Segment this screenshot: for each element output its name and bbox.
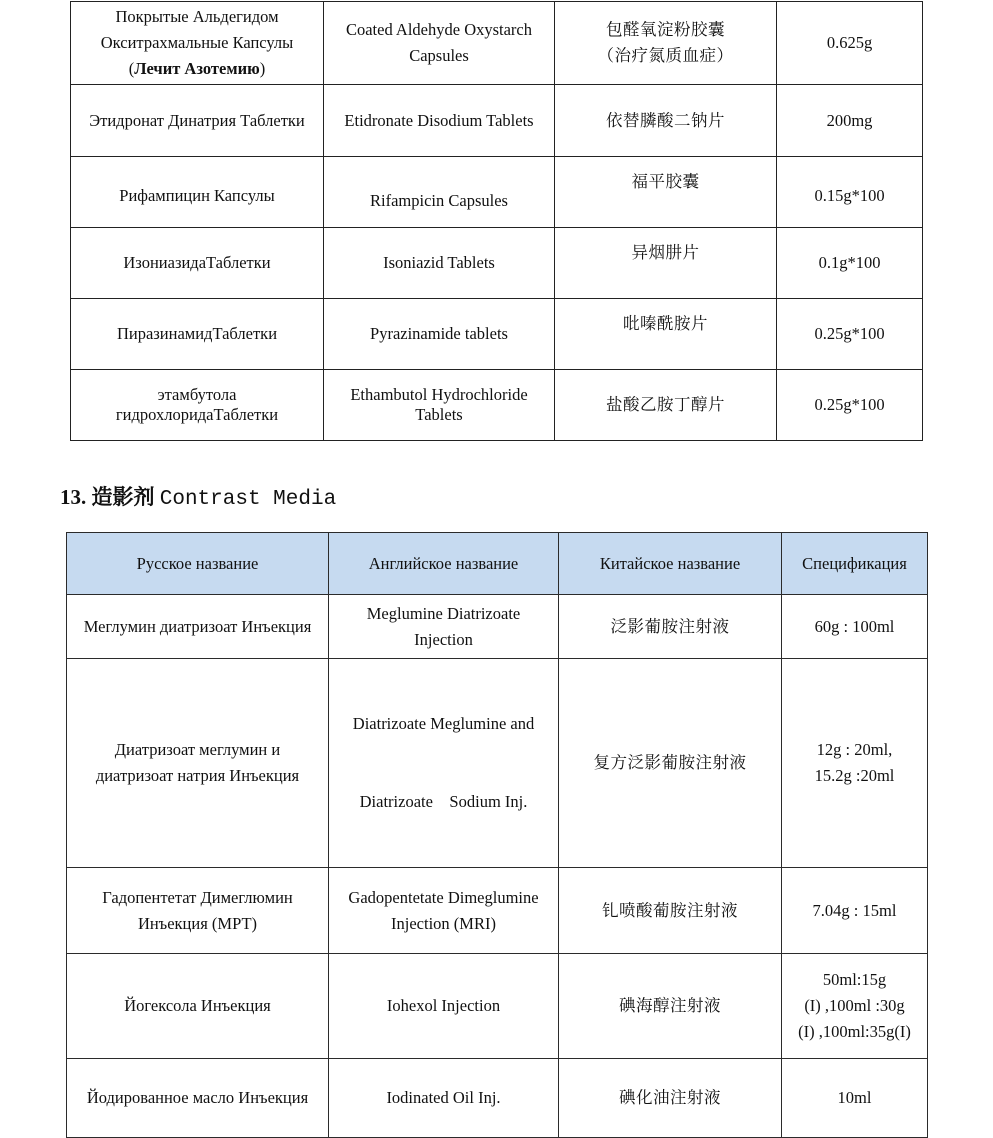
english-name-cell: Iohexol Injection <box>329 954 559 1059</box>
specification-cell: 0.625g <box>777 2 923 85</box>
russian-name-cell: ПиразинамидТаблетки <box>71 299 324 370</box>
chinese-name-cell: 包醛氧淀粉胶囊 （治疗氮质血症） <box>555 2 777 85</box>
chinese-name-cell: 福平胶囊 <box>555 157 777 228</box>
specification-cell: 12g : 20ml, 15.2g :20ml <box>782 659 928 868</box>
specification-cell: 0.25g*100 <box>777 299 923 370</box>
english-name-cell: Etidronate Disodium Tablets <box>324 85 555 157</box>
section-title-english: Contrast Media <box>159 488 337 511</box>
specification-cell: 0.1g*100 <box>777 228 923 299</box>
chinese-name-cell: 碘化油注射液 <box>559 1059 782 1138</box>
table-row <box>67 659 928 868</box>
english-name-cell: Gadopentetate Dimeglumine Injection (MRI) <box>329 868 559 954</box>
russian-name-cell: Йогексола Инъекция <box>67 954 329 1059</box>
russian-name-cell: Диатризоат меглумин и диатризоат натрия Инъекция <box>67 659 329 868</box>
russian-name-cell: Рифампицин Капсулы <box>71 157 324 228</box>
section-title-chinese: 造影剂 <box>91 485 155 509</box>
table-row <box>67 954 928 1059</box>
russian-name-cell: Йодированное масло Инъекция <box>67 1059 329 1138</box>
table-row <box>67 1059 928 1138</box>
russian-name-cell: Этидронат Динатрия Таблетки <box>71 85 324 157</box>
specification-cell: 50ml:15g (I) ,100ml :30g (I) ,100ml:35g(I) <box>782 954 928 1059</box>
russian-name-cell: Меглумин диатризоат Инъекция <box>67 595 329 659</box>
chinese-name-cell: 依替膦酸二钠片 <box>555 85 777 157</box>
chinese-name-cell: 异烟肼片 <box>555 228 777 299</box>
header-russian-name: Русское название <box>67 533 329 595</box>
contrast-media-table <box>66 532 928 1138</box>
table-row <box>71 157 923 228</box>
english-name-cell: Diatrizoate Meglumine and Diatrizoate Sodium Inj. <box>329 659 559 868</box>
chinese-name-cell: 盐酸乙胺丁醇片 <box>555 370 777 441</box>
english-name-cell: Isoniazid Tablets <box>324 228 555 299</box>
drug-table-top <box>70 1 923 441</box>
specification-cell: 0.15g*100 <box>777 157 923 228</box>
chinese-name-cell: 复方泛影葡胺注射液 <box>559 659 782 868</box>
table-row <box>71 370 923 441</box>
header-chinese-name: Китайское название <box>559 533 782 595</box>
english-name-cell: Rifampicin Capsules <box>324 157 555 228</box>
table-row <box>71 2 923 85</box>
russian-name-cell: Гадопентетат Димеглюмин Инъекция (МРТ) <box>67 868 329 954</box>
header-specification: Спецификация <box>782 533 928 595</box>
chinese-name-cell: 吡嗪酰胺片 <box>555 299 777 370</box>
specification-cell: 60g : 100ml <box>782 595 928 659</box>
specification-cell: 200mg <box>777 85 923 157</box>
english-name-cell: Ethambutol Hydrochloride Tablets <box>324 370 555 441</box>
chinese-name-cell: 钆喷酸葡胺注射液 <box>559 868 782 954</box>
table-row <box>67 595 928 659</box>
section-heading <box>60 481 336 516</box>
header-english-name: Английское название <box>329 533 559 595</box>
chinese-name-cell: 泛影葡胺注射液 <box>559 595 782 659</box>
chinese-name-cell: 碘海醇注射液 <box>559 954 782 1059</box>
english-name-cell: Iodinated Oil Inj. <box>329 1059 559 1138</box>
table-row <box>71 299 923 370</box>
english-name-cell: Pyrazinamide tablets <box>324 299 555 370</box>
table-header-row <box>67 533 928 595</box>
specification-cell: 10ml <box>782 1059 928 1138</box>
english-name-cell: Coated Aldehyde Oxystarch Capsules <box>324 2 555 85</box>
russian-name-cell: ИзониазидаТаблетки <box>71 228 324 299</box>
section-number: 13. <box>60 485 87 509</box>
english-name-cell: Meglumine Diatrizoate Injection <box>329 595 559 659</box>
table-row <box>71 85 923 157</box>
table-row <box>67 868 928 954</box>
russian-name-bold-note: Лечит Азотемию <box>134 59 260 78</box>
russian-name-cell: этамбутола гидрохлоридаТаблетки <box>71 370 324 441</box>
table-row <box>71 228 923 299</box>
specification-cell: 0.25g*100 <box>777 370 923 441</box>
russian-name-cell: Покрытые Альдегидом Окситрахмальные Капсулы (Лечит Азотемию) <box>71 2 324 85</box>
specification-cell: 7.04g : 15ml <box>782 868 928 954</box>
